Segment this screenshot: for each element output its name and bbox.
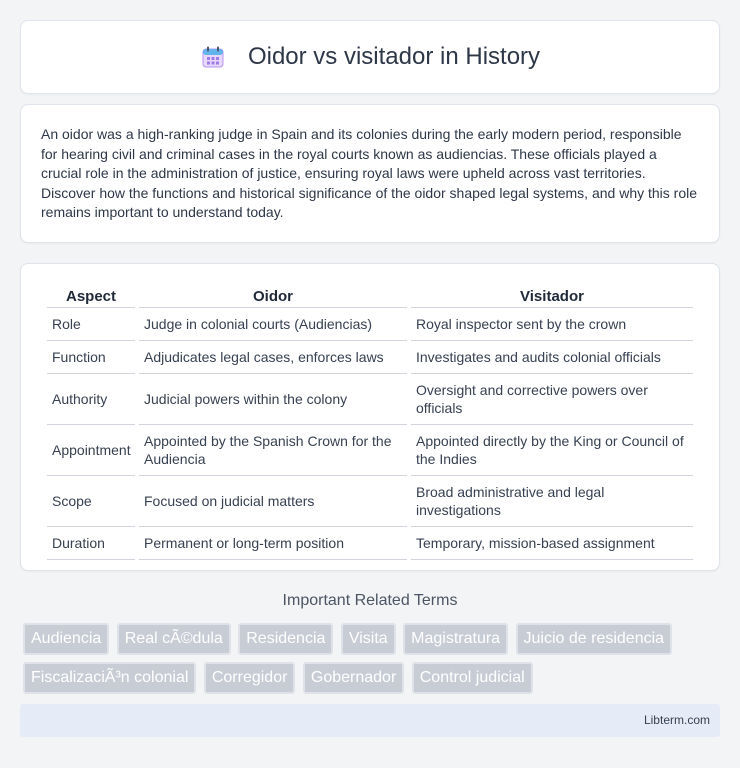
comparison-table-card [20,263,720,571]
cell-aspect: Duration [47,527,135,560]
table-row [47,374,693,425]
table-row [47,341,693,374]
calendar-icon [200,44,226,70]
tag-real-cedula[interactable]: Real cÃ©dula [117,623,231,655]
cell-visitador: Temporary, mission-based assignment [411,527,693,560]
cell-visitador: Royal inspector sent by the crown [411,308,693,341]
tag-fiscalizacion-colonial[interactable]: FiscalizaciÃ³n colonial [23,662,196,694]
header-card [20,20,720,94]
intro-card [20,104,720,243]
comparison-table [43,284,697,560]
footer-site-link[interactable]: Libterm.com [643,713,710,727]
tag-juicio-de-residencia[interactable]: Juicio de residencia [516,623,673,655]
tag-magistratura[interactable]: Magistratura [403,623,508,655]
cell-aspect: Role [47,308,135,341]
cell-aspect: Appointment [47,425,135,476]
related-terms-title: Important Related Terms [282,592,458,609]
cell-visitador: Appointed directly by the King or Council of the Indies [411,425,693,476]
cell-oidor: Adjudicates legal cases, enforces laws [139,341,407,374]
cell-visitador: Broad administrative and legal investigations [411,476,693,527]
header-aspect: Aspect [47,284,135,308]
table-row [47,308,693,341]
cell-aspect: Scope [47,476,135,527]
cell-oidor: Judicial powers within the colony [139,374,407,425]
page-title: Oidor vs visitador in History [247,43,541,70]
table-row [47,476,693,527]
cell-aspect: Function [47,341,135,374]
table-header-row [47,284,693,308]
tag-residencia[interactable]: Residencia [238,623,333,655]
cell-oidor: Focused on judicial matters [139,476,407,527]
related-terms-tags [23,623,723,701]
intro-text: An oidor was a high-ranking judge in Spain and its colonies during the early modern period, responsible for hearing civil and criminal cases in the royal courts known as audiencias. These officials played a crucial role in the administration of justice, ensuring royal laws were upheld across vast territories. Discover how the functions and historical significance of the oidor shaped legal systems, and why this role remains important to understand today. [41,126,698,221]
cell-oidor: Appointed by the Spanish Crown for the Audiencia [139,425,407,476]
table-row [47,425,693,476]
tag-audiencia[interactable]: Audiencia [23,623,109,655]
cell-oidor: Permanent or long-term position [139,527,407,560]
tag-gobernador[interactable]: Gobernador [303,662,404,694]
tag-visita[interactable]: Visita [341,623,396,655]
tag-corregidor[interactable]: Corregidor [204,662,296,694]
cell-visitador: Investigates and audits colonial officials [411,341,693,374]
cell-oidor: Judge in colonial courts (Audiencias) [139,308,407,341]
tag-control-judicial[interactable]: Control judicial [412,662,533,694]
footer [20,704,720,737]
table-row [47,527,693,560]
cell-aspect: Authority [47,374,135,425]
cell-visitador: Oversight and corrective powers over officials [411,374,693,425]
header-visitador: Visitador [411,284,693,308]
header-oidor: Oidor [139,284,407,308]
